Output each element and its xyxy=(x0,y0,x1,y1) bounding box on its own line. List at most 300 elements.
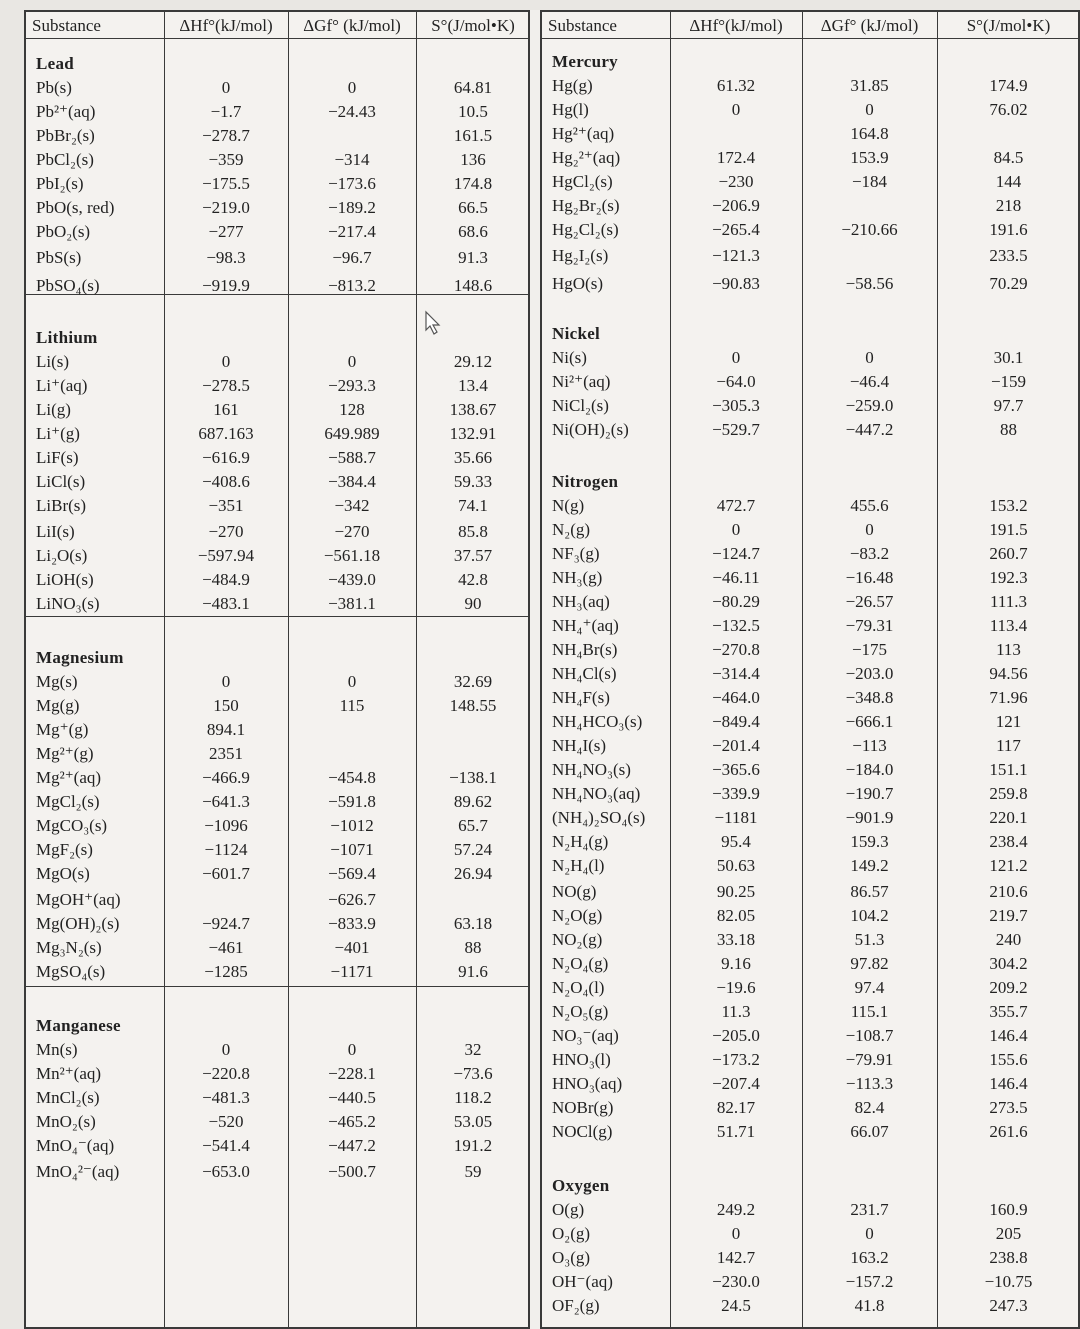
substance-cell: N(g) xyxy=(552,496,585,515)
section-divider xyxy=(26,616,528,617)
entropy-cell: 37.57 xyxy=(453,546,493,565)
entropy-cell: 148.55 xyxy=(449,696,497,715)
enthalpy-cell: 24.5 xyxy=(721,1296,751,1315)
gibbs-cell: −210.66 xyxy=(841,220,898,239)
left-thermo-table xyxy=(24,10,530,1329)
entropy-cell: −138.1 xyxy=(449,768,497,787)
gibbs-cell: 41.8 xyxy=(854,1296,885,1315)
substance-cell: MnO₄²⁻(aq) xyxy=(36,1162,120,1181)
gibbs-cell: −454.8 xyxy=(328,768,376,787)
entropy-cell: 29.12 xyxy=(453,352,493,371)
substance-cell: Li⁺(g) xyxy=(36,424,80,443)
enthalpy-cell: −359 xyxy=(208,150,244,169)
data-sheet xyxy=(24,10,1080,1329)
entropy-cell: 84.5 xyxy=(993,148,1024,167)
entropy-cell: 238.4 xyxy=(989,832,1028,851)
column-header: Substance xyxy=(548,16,617,35)
substance-cell: Mg(g) xyxy=(36,696,80,715)
entropy-cell: 111.3 xyxy=(990,592,1027,611)
entropy-cell: 91.6 xyxy=(458,962,488,981)
column-header: Substance xyxy=(32,16,101,35)
entropy-cell: 90 xyxy=(464,594,482,613)
substance-cell: Mn²⁺(aq) xyxy=(36,1064,102,1083)
gibbs-cell: −190.7 xyxy=(845,784,894,803)
enthalpy-cell: 172.4 xyxy=(716,148,756,167)
gibbs-cell: 97.82 xyxy=(850,954,889,973)
enthalpy-cell: 82.05 xyxy=(716,906,756,925)
substance-cell: Ni(s) xyxy=(552,348,587,367)
column-header: ΔGf° (kJ/mol) xyxy=(303,16,401,35)
entropy-cell: 121 xyxy=(995,712,1022,731)
column-header: ΔHf°(kJ/mol) xyxy=(179,16,273,35)
enthalpy-cell: 0 xyxy=(731,520,741,539)
gibbs-cell: 66.07 xyxy=(850,1122,889,1141)
enthalpy-cell: −206.9 xyxy=(712,196,760,215)
substance-cell: Hg²⁺(aq) xyxy=(552,124,615,143)
gibbs-cell: 0 xyxy=(347,352,357,371)
substance-cell: NH₄I(s) xyxy=(552,736,607,755)
substance-cell: Mg(OH)₂(s) xyxy=(36,914,120,933)
entropy-cell: 89.62 xyxy=(453,792,493,811)
enthalpy-cell: −314.4 xyxy=(712,664,760,683)
column-header: S°(J/mol•K) xyxy=(431,16,515,35)
gibbs-cell: −173.6 xyxy=(328,174,376,193)
entropy-cell: 174.8 xyxy=(453,174,493,193)
gibbs-cell: 164.8 xyxy=(850,124,889,143)
substance-cell: NO(g) xyxy=(552,882,597,901)
enthalpy-cell: −597.94 xyxy=(197,546,255,565)
substance-cell: OF₂(g) xyxy=(552,1296,600,1315)
enthalpy-cell: −46.11 xyxy=(712,568,760,587)
enthalpy-cell: 51.71 xyxy=(716,1122,756,1141)
substance-cell: LiOH(s) xyxy=(36,570,94,589)
gibbs-cell: 128 xyxy=(339,400,365,419)
substance-cell: O₂(g) xyxy=(552,1224,591,1243)
entropy-cell: 113 xyxy=(996,640,1021,659)
enthalpy-cell: −121.3 xyxy=(712,246,760,265)
entropy-cell: 32.69 xyxy=(453,672,493,691)
substance-cell: (NH₄)₂SO₄(s) xyxy=(552,808,646,827)
entropy-cell: 42.8 xyxy=(458,570,488,589)
gibbs-cell: 31.85 xyxy=(850,76,889,95)
entropy-cell: 10.5 xyxy=(458,102,488,121)
substance-cell: PbSO₄(s) xyxy=(36,276,100,295)
substance-cell: Mg(s) xyxy=(36,672,78,691)
entropy-cell: 144 xyxy=(995,172,1022,191)
enthalpy-cell: 9.16 xyxy=(721,954,751,973)
substance-cell: Hg₂Cl₂(s) xyxy=(552,220,619,239)
gibbs-cell: −1171 xyxy=(330,962,374,981)
substance-cell: PbBr₂(s) xyxy=(36,126,95,145)
enthalpy-cell: 249.2 xyxy=(716,1200,756,1219)
mouse-cursor-icon xyxy=(424,310,442,336)
substance-cell: NH₄Cl(s) xyxy=(552,664,617,683)
enthalpy-cell: −277 xyxy=(208,222,244,241)
substance-cell: HgCl₂(s) xyxy=(552,172,613,191)
substance-cell: MgO(s) xyxy=(36,864,90,883)
entropy-cell: 94.56 xyxy=(989,664,1028,683)
entropy-cell: 191.2 xyxy=(453,1136,493,1155)
gibbs-cell: −314 xyxy=(334,150,370,169)
substance-cell: NH₄NO₃(aq) xyxy=(552,784,641,803)
enthalpy-cell: −124.7 xyxy=(712,544,760,563)
entropy-cell: 146.4 xyxy=(989,1026,1028,1045)
gibbs-cell: 97.4 xyxy=(854,978,885,997)
enthalpy-cell: −278.5 xyxy=(202,376,250,395)
entropy-cell: 65.7 xyxy=(458,816,488,835)
entropy-cell: 91.3 xyxy=(458,248,488,267)
group-heading: Lead xyxy=(36,54,75,73)
group-heading: Manganese xyxy=(36,1016,121,1035)
gibbs-cell: 0 xyxy=(865,520,874,539)
substance-cell: NO₃⁻(aq) xyxy=(552,1026,619,1045)
enthalpy-cell: −1285 xyxy=(204,962,248,981)
substance-cell: O(g) xyxy=(552,1200,585,1219)
substance-cell: LiF(s) xyxy=(36,448,79,467)
substance-cell: Mg²⁺(g) xyxy=(36,744,94,763)
enthalpy-cell: 2351 xyxy=(209,744,243,763)
entropy-cell: 88 xyxy=(1000,420,1017,439)
gibbs-cell: −591.8 xyxy=(328,792,376,811)
enthalpy-cell: −641.3 xyxy=(202,792,250,811)
gibbs-cell: 104.2 xyxy=(850,906,889,925)
substance-cell: NH₄F(s) xyxy=(552,688,610,707)
gibbs-cell: −813.2 xyxy=(328,276,376,295)
enthalpy-cell: −98.3 xyxy=(206,248,246,267)
entropy-cell: 155.6 xyxy=(989,1050,1028,1069)
gibbs-cell: −157.2 xyxy=(845,1272,894,1291)
substance-cell: LiI(s) xyxy=(36,522,75,541)
enthalpy-cell: −601.7 xyxy=(202,864,250,883)
entropy-cell: 138.67 xyxy=(449,400,497,419)
entropy-cell: 70.29 xyxy=(989,274,1028,293)
gibbs-cell: −270 xyxy=(334,522,370,541)
entropy-cell: 121.2 xyxy=(989,856,1028,875)
substance-cell: Pb²⁺(aq) xyxy=(36,102,96,121)
entropy-cell: 240 xyxy=(995,930,1022,949)
group-heading: Oxygen xyxy=(552,1176,610,1195)
gibbs-cell: −833.9 xyxy=(328,914,376,933)
group-heading: Mercury xyxy=(552,52,618,71)
section-divider xyxy=(26,986,528,987)
gibbs-cell: −113 xyxy=(852,736,887,755)
entropy-cell: 233.5 xyxy=(989,246,1028,265)
enthalpy-cell: −19.6 xyxy=(716,978,756,997)
enthalpy-cell: −464.0 xyxy=(712,688,760,707)
gibbs-cell: −569.4 xyxy=(328,864,376,883)
enthalpy-cell: −520 xyxy=(208,1112,244,1131)
gibbs-cell: 115.1 xyxy=(850,1002,889,1021)
gibbs-cell: 0 xyxy=(347,1040,357,1059)
enthalpy-cell: 0 xyxy=(221,672,231,691)
entropy-cell: 161.5 xyxy=(453,126,493,145)
column-header: ΔHf°(kJ/mol) xyxy=(689,16,783,35)
enthalpy-cell: −207.4 xyxy=(712,1074,760,1093)
gibbs-cell: −26.57 xyxy=(845,592,894,611)
group-heading: Nitrogen xyxy=(552,472,619,491)
entropy-cell: 13.4 xyxy=(458,376,488,395)
substance-cell: HNO₃(l) xyxy=(552,1050,611,1069)
gibbs-cell: −217.4 xyxy=(328,222,376,241)
enthalpy-cell: −1124 xyxy=(204,840,248,859)
substance-cell: MgCO₃(s) xyxy=(36,816,108,835)
substance-cell: Li⁺(aq) xyxy=(36,376,88,395)
entropy-cell: 74.1 xyxy=(458,496,488,515)
enthalpy-cell: 0 xyxy=(221,78,231,97)
gibbs-cell: 115 xyxy=(339,696,365,715)
entropy-cell: 59.33 xyxy=(453,472,493,491)
substance-cell: NO₂(g) xyxy=(552,930,603,949)
substance-cell: MgOH⁺(aq) xyxy=(36,890,121,909)
substance-cell: Ni²⁺(aq) xyxy=(552,372,611,391)
gibbs-cell: 82.4 xyxy=(854,1098,885,1117)
gibbs-cell: 231.7 xyxy=(850,1200,889,1219)
entropy-cell: 247.3 xyxy=(989,1296,1028,1315)
entropy-cell: 304.2 xyxy=(989,954,1028,973)
right-thermo-table xyxy=(540,10,1080,1329)
entropy-cell: 259.8 xyxy=(989,784,1028,803)
entropy-cell: 32 xyxy=(464,1040,482,1059)
group-heading: Magnesium xyxy=(36,648,124,667)
enthalpy-cell: 11.3 xyxy=(721,1002,751,1021)
entropy-cell: 191.5 xyxy=(989,520,1028,539)
column-header: S°(J/mol•K) xyxy=(966,16,1051,35)
entropy-cell: 146.4 xyxy=(989,1074,1028,1093)
substance-cell: Mn(s) xyxy=(36,1040,78,1059)
enthalpy-cell: −278.7 xyxy=(202,126,250,145)
entropy-cell: −73.6 xyxy=(453,1064,493,1083)
enthalpy-cell: −483.1 xyxy=(202,594,250,613)
column-header: ΔGf° (kJ/mol) xyxy=(820,16,919,35)
gibbs-cell: −259.0 xyxy=(845,396,894,415)
entropy-cell: 151.1 xyxy=(989,760,1028,779)
substance-cell: Li₂O(s) xyxy=(36,546,88,565)
substance-cell: NOBr(g) xyxy=(552,1098,614,1117)
substance-cell: Mg⁺(g) xyxy=(36,720,89,739)
enthalpy-cell: 82.17 xyxy=(716,1098,756,1117)
entropy-cell: 30.1 xyxy=(993,348,1024,367)
substance-cell: N₂H₄(l) xyxy=(552,856,605,875)
group-heading: Nickel xyxy=(552,324,601,343)
substance-cell: Li(s) xyxy=(36,352,70,371)
entropy-cell: 88 xyxy=(464,938,482,957)
gibbs-cell: −79.31 xyxy=(845,616,894,635)
gibbs-cell: −96.7 xyxy=(332,248,372,267)
entropy-cell: 117 xyxy=(996,736,1021,755)
substance-cell: MgSO₄(s) xyxy=(36,962,106,981)
substance-cell: MgCl₂(s) xyxy=(36,792,100,811)
entropy-cell: 64.81 xyxy=(453,78,493,97)
gibbs-cell: −293.3 xyxy=(328,376,376,395)
entropy-cell: 153.2 xyxy=(989,496,1028,515)
enthalpy-cell: 0 xyxy=(731,348,741,367)
entropy-cell: −159 xyxy=(990,372,1027,391)
entropy-cell: 238.8 xyxy=(989,1248,1028,1267)
substance-cell: LiBr(s) xyxy=(36,496,87,515)
enthalpy-cell: −408.6 xyxy=(202,472,250,491)
substance-cell: Pb(s) xyxy=(36,78,72,97)
entropy-cell: 220.1 xyxy=(989,808,1028,827)
gibbs-cell: −901.9 xyxy=(845,808,894,827)
substance-cell: Hg₂Br₂(s) xyxy=(552,196,620,215)
substance-cell: N₂O₄(l) xyxy=(552,978,605,997)
entropy-cell: 132.91 xyxy=(449,424,497,443)
gibbs-cell: −401 xyxy=(334,938,370,957)
gibbs-cell: 51.3 xyxy=(854,930,885,949)
entropy-cell: 205 xyxy=(995,1224,1022,1243)
enthalpy-cell: −919.9 xyxy=(202,276,250,295)
enthalpy-cell: −230.0 xyxy=(712,1272,760,1291)
enthalpy-cell: −173.2 xyxy=(712,1050,760,1069)
entropy-cell: 35.66 xyxy=(453,448,493,467)
substance-cell: N₂O₅(g) xyxy=(552,1002,609,1021)
enthalpy-cell: 0 xyxy=(731,100,741,119)
entropy-cell: 148.6 xyxy=(453,276,493,295)
entropy-cell: 68.6 xyxy=(458,222,488,241)
gibbs-cell: −228.1 xyxy=(328,1064,376,1083)
substance-cell: Ni(OH)₂(s) xyxy=(552,420,629,439)
enthalpy-cell: −220.8 xyxy=(202,1064,250,1083)
entropy-cell: 191.6 xyxy=(989,220,1028,239)
entropy-cell: −10.75 xyxy=(984,1272,1033,1291)
entropy-cell: 113.4 xyxy=(989,616,1028,635)
substance-cell: NH₄HCO₃(s) xyxy=(552,712,643,731)
enthalpy-cell: −205.0 xyxy=(712,1026,760,1045)
entropy-cell: 209.2 xyxy=(989,978,1028,997)
substance-cell: NOCl(g) xyxy=(552,1122,613,1141)
enthalpy-cell: −924.7 xyxy=(202,914,250,933)
enthalpy-cell: −175.5 xyxy=(202,174,250,193)
entropy-cell: 160.9 xyxy=(989,1200,1028,1219)
entropy-cell: 273.5 xyxy=(989,1098,1028,1117)
substance-cell: HgO(s) xyxy=(552,274,603,293)
substance-cell: N₂(g) xyxy=(552,520,591,539)
entropy-cell: 261.6 xyxy=(989,1122,1028,1141)
entropy-cell: 57.24 xyxy=(453,840,493,859)
substance-cell: PbO(s, red) xyxy=(36,198,115,217)
gibbs-cell: −108.7 xyxy=(845,1026,894,1045)
gibbs-cell: −500.7 xyxy=(328,1162,376,1181)
gibbs-cell: 163.2 xyxy=(850,1248,889,1267)
gibbs-cell: −561.18 xyxy=(323,546,381,565)
substance-cell: PbS(s) xyxy=(36,248,82,267)
enthalpy-cell: −201.4 xyxy=(712,736,760,755)
substance-cell: NH₄⁺(aq) xyxy=(552,616,619,635)
gibbs-cell: −184.0 xyxy=(845,760,894,779)
enthalpy-cell: −1096 xyxy=(204,816,248,835)
entropy-cell: 136 xyxy=(460,150,486,169)
header-divider xyxy=(542,38,1078,39)
gibbs-cell: −588.7 xyxy=(328,448,376,467)
gibbs-cell: 149.2 xyxy=(850,856,889,875)
enthalpy-cell: 50.63 xyxy=(716,856,756,875)
enthalpy-cell: 0 xyxy=(221,352,231,371)
gibbs-cell: −626.7 xyxy=(328,890,376,909)
entropy-cell: 97.7 xyxy=(993,396,1024,415)
substance-cell: Hg(g) xyxy=(552,76,593,95)
substance-cell: HNO₃(aq) xyxy=(552,1074,623,1093)
substance-cell: Mg₃N₂(s) xyxy=(36,938,102,957)
enthalpy-cell: 687.163 xyxy=(198,424,254,443)
substance-cell: MnO₂(s) xyxy=(36,1112,96,1131)
enthalpy-cell: −461 xyxy=(208,938,244,957)
substance-cell: Hg₂²⁺(aq) xyxy=(552,148,621,167)
substance-cell: N₂O(g) xyxy=(552,906,603,925)
enthalpy-cell: −265.4 xyxy=(712,220,760,239)
enthalpy-cell: −1181 xyxy=(714,808,758,827)
enthalpy-cell: 472.7 xyxy=(716,496,756,515)
substance-cell: NF₃(g) xyxy=(552,544,600,563)
gibbs-cell: −24.43 xyxy=(328,102,376,121)
enthalpy-cell: −219.0 xyxy=(202,198,250,217)
enthalpy-cell: −365.6 xyxy=(712,760,760,779)
gibbs-cell: −113.3 xyxy=(845,1074,894,1093)
enthalpy-cell: 90.25 xyxy=(716,882,756,901)
entropy-cell: 210.6 xyxy=(989,882,1028,901)
substance-cell: Li(g) xyxy=(36,400,71,419)
substance-cell: Mg²⁺(aq) xyxy=(36,768,102,787)
group-heading: Lithium xyxy=(36,328,98,347)
entropy-cell: 66.5 xyxy=(458,198,488,217)
entropy-cell: 71.96 xyxy=(989,688,1028,707)
gibbs-cell: −348.8 xyxy=(845,688,894,707)
enthalpy-cell: 61.32 xyxy=(716,76,756,95)
enthalpy-cell: 95.4 xyxy=(721,832,751,851)
enthalpy-cell: −653.0 xyxy=(202,1162,250,1181)
substance-cell: O₃(g) xyxy=(552,1248,591,1267)
gibbs-cell: −1012 xyxy=(330,816,374,835)
entropy-cell: 26.94 xyxy=(453,864,493,883)
gibbs-cell: −1071 xyxy=(330,840,374,859)
enthalpy-cell: 142.7 xyxy=(716,1248,756,1267)
substance-cell: PbO₂(s) xyxy=(36,222,91,241)
gibbs-cell: −440.5 xyxy=(328,1088,376,1107)
enthalpy-cell: −481.3 xyxy=(202,1088,250,1107)
substance-cell: LiCl(s) xyxy=(36,472,86,491)
entropy-cell: 355.7 xyxy=(989,1002,1028,1021)
enthalpy-cell: 33.18 xyxy=(716,930,756,949)
entropy-cell: 174.9 xyxy=(989,76,1028,95)
gibbs-cell: −184 xyxy=(851,172,888,191)
gibbs-cell: −439.0 xyxy=(328,570,376,589)
gibbs-cell: 649.989 xyxy=(324,424,380,443)
substance-cell: N₂O₄(g) xyxy=(552,954,609,973)
gibbs-cell: −666.1 xyxy=(845,712,894,731)
enthalpy-cell: −529.7 xyxy=(712,420,760,439)
substance-cell: N₂H₄(g) xyxy=(552,832,609,851)
gibbs-cell: −465.2 xyxy=(328,1112,376,1131)
enthalpy-cell: 0 xyxy=(221,1040,231,1059)
gibbs-cell: −447.2 xyxy=(845,420,894,439)
enthalpy-cell: −132.5 xyxy=(712,616,760,635)
gibbs-cell: 86.57 xyxy=(850,882,889,901)
substance-cell: Hg₂I₂(s) xyxy=(552,246,609,265)
enthalpy-cell: −305.3 xyxy=(712,396,760,415)
substance-cell: MnO₄⁻(aq) xyxy=(36,1136,115,1155)
substance-cell: PbCl₂(s) xyxy=(36,150,94,169)
substance-cell: NH₄Br(s) xyxy=(552,640,618,659)
gibbs-cell: 0 xyxy=(347,672,357,691)
gibbs-cell: −447.2 xyxy=(328,1136,376,1155)
enthalpy-cell: 150 xyxy=(213,696,239,715)
enthalpy-cell: −339.9 xyxy=(712,784,760,803)
substance-cell: Hg(l) xyxy=(552,100,589,119)
gibbs-cell: −189.2 xyxy=(328,198,376,217)
enthalpy-cell: −466.9 xyxy=(202,768,250,787)
entropy-cell: 192.3 xyxy=(989,568,1028,587)
substance-cell: OH⁻(aq) xyxy=(552,1272,613,1291)
gibbs-cell: −16.48 xyxy=(845,568,894,587)
